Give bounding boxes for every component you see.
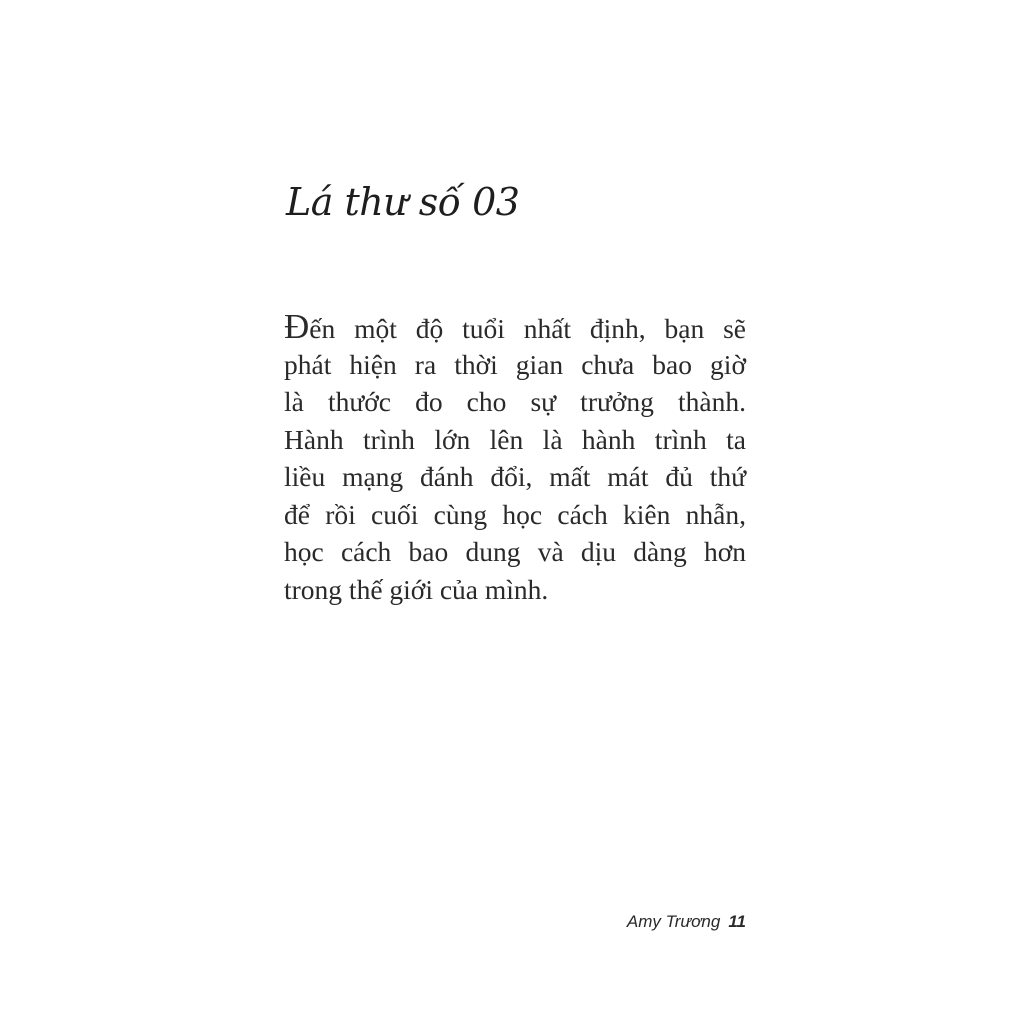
page-footer [560, 908, 746, 936]
body-line-7: học cách bao dung và dịu dàng hơn [284, 536, 746, 567]
body-line-8: trong thế giới của mình. [284, 573, 549, 605]
chapter-title: Lá thư số 03 [286, 180, 520, 224]
body-line-5: liều mạng đánh đổi, mất mát đủ thứ [284, 461, 746, 492]
body-paragraph [284, 308, 746, 608]
footer-author: Amy Trương [626, 912, 721, 931]
body-line-4: Hành trình lớn lên là hành trình ta [284, 423, 746, 455]
body-line-1-text: ến một độ tuổi nhất định, bạn sẽ [309, 313, 746, 344]
page-number: 11 [728, 912, 746, 931]
body-line-1 [284, 308, 746, 346]
body-line-3: là thước đo cho sự trưởng thành. [284, 386, 746, 417]
body-line-6: để rồi cuối cùng học cách kiên nhẫn, [284, 498, 746, 530]
body-line-2: phát hiện ra thời gian chưa bao giờ [284, 348, 746, 380]
drop-cap-letter: Đ [284, 307, 310, 346]
